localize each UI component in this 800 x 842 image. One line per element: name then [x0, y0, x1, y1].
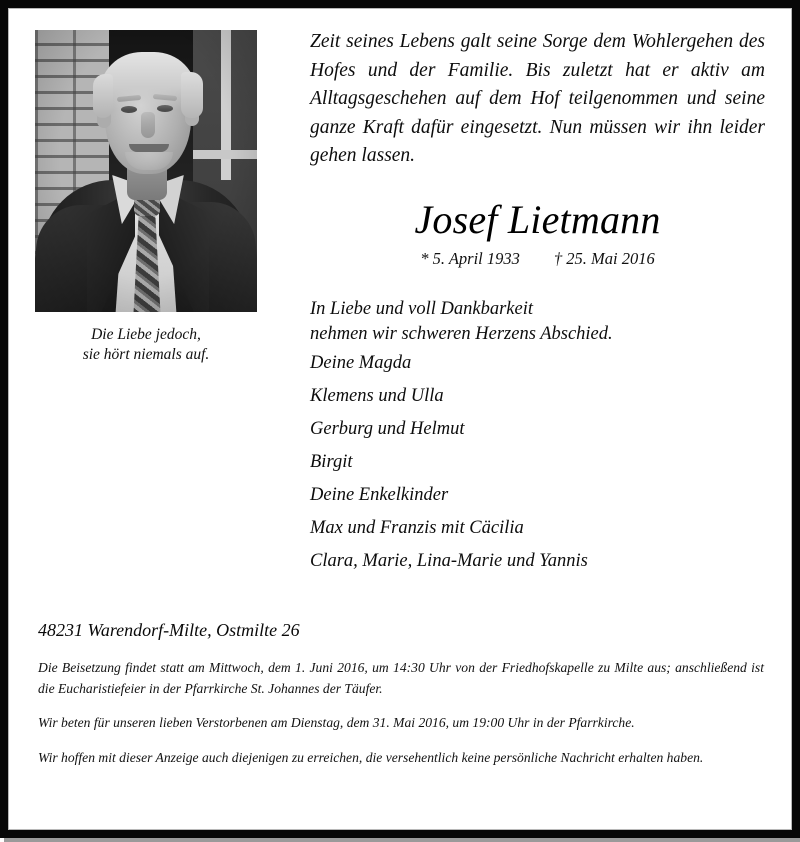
- mourner-name: Max und Franzis mit Cäcilia: [310, 517, 524, 538]
- photo-vignette: [35, 30, 257, 312]
- tribute-line-2: nehmen wir schweren Herzens Abschied.: [310, 323, 613, 344]
- mourner-name: Deine Magda: [310, 352, 412, 373]
- main-text-column: [310, 28, 765, 578]
- prayer-information: Wir beten für unseren lieben Verstorbenen am Dienstag, dem 31. Mai 2016, um 19:00 Uhr in der Pfarrkirche.: [38, 715, 635, 730]
- mourner-name: Gerburg und Helmut: [310, 418, 465, 439]
- photo-caption-line-1: Die Liebe jedoch,: [91, 326, 201, 343]
- page-drop-shadow: [4, 838, 800, 842]
- mourner-name: Deine Enkelkinder: [310, 484, 449, 505]
- life-dates: [310, 249, 765, 269]
- notice-content: [10, 10, 790, 828]
- death-date: † 25. Mai 2016: [553, 248, 655, 268]
- burial-information: Die Beisetzung findet statt am Mittwoch, dem 1. Juni 2016, um 14:30 Uhr von der Friedhofskapelle zu Milte aus; anschließend ist die Eucharistiefeier in der Pfarrkirche St. Johannes der Täufer.: [38, 660, 764, 696]
- photo-caption-line-2: sie hört niemals auf.: [82, 346, 210, 363]
- tribute-line-1: In Liebe und voll Dankbarkeit: [310, 298, 533, 319]
- tribute-block: [310, 297, 765, 578]
- mourner-name: Clara, Marie, Lina-Marie und Yannis: [310, 550, 588, 571]
- portrait-photo: [35, 30, 257, 312]
- photo-caption: [35, 325, 257, 365]
- mourner-name: Klemens und Ulla: [310, 385, 444, 406]
- mourner-name: Birgit: [310, 451, 353, 472]
- intro-paragraph: Zeit seines Lebens galt seine Sorge dem Wohlergehen des Hofes und der Familie. Bis zuletzt hat er aktiv am Alltagsgeschehen auf dem Hof teilgenommen und seine ganze Kraft dafür eingesetzt. Nun müssen wir ihn leider gehen lassen.: [310, 31, 765, 166]
- address-line: 48231 Warendorf-Milte, Ostmilte 26: [38, 620, 300, 640]
- deceased-name: Josef Lietmann: [414, 196, 661, 242]
- footer-block: [38, 618, 764, 768]
- photo-column: [35, 30, 257, 365]
- birth-date: * 5. April 1933: [420, 248, 520, 268]
- notice-information: Wir hoffen mit dieser Anzeige auch diejenigen zu erreichen, die versehentlich keine persönliche Nachricht erhalten haben.: [38, 749, 704, 765]
- name-block: [310, 197, 765, 269]
